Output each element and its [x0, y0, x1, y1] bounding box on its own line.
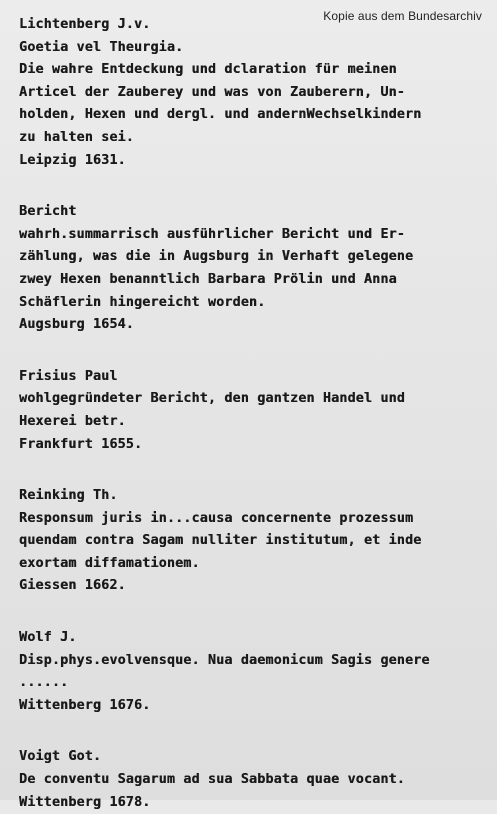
entry-spacer	[19, 598, 489, 627]
entry-text-line: quendam contra Sagam nulliter institutum, et inde	[19, 533, 422, 549]
entry-spacer	[19, 337, 489, 366]
entry-text-line: exortam diffamationem.	[19, 555, 200, 571]
entry-author: Frisius Paul	[19, 368, 118, 384]
bibliography-entry	[19, 627, 489, 717]
entry-text-line: holden, Hexen und dergl. und andernWechselkindern	[19, 107, 422, 123]
entry-text-line: ......	[19, 675, 69, 691]
entry-author: Wolf J.	[19, 630, 77, 646]
entry-text-line: Schäflerin hingereicht worden.	[19, 294, 266, 310]
bibliography-entry	[19, 201, 489, 337]
entry-text-line: Die wahre Entdeckung und dclaration für meinen	[19, 62, 397, 78]
entry-place-year: Leipzig 1631.	[19, 152, 126, 168]
entry-text-line: Disp.phys.evolvensque. Nua daemonicum Sagis genere	[19, 652, 430, 668]
entry-spacer	[19, 717, 489, 746]
entry-text-line: wohlgegründeter Bericht, den gantzen Handel und	[19, 391, 405, 407]
entry-place-year: Frankfurt 1655.	[19, 436, 143, 452]
entry-place-year: Wittenberg 1678.	[19, 794, 151, 810]
entry-text-line: wahrh.summarrisch ausführlicher Bericht und Er-	[19, 226, 405, 242]
entry-spacer	[19, 172, 489, 201]
bibliography-entry	[19, 366, 489, 456]
entry-author: Reinking Th.	[19, 488, 118, 504]
entry-text-line: Articel der Zauberey und was von Zauberern, Un-	[19, 84, 405, 100]
entry-author: Lichtenberg J.v.	[19, 17, 151, 32]
entry-place-year: Giessen 1662.	[19, 578, 126, 594]
entry-place-year: Augsburg 1654.	[19, 317, 134, 333]
entry-text-line: zu halten sei.	[19, 129, 134, 145]
bibliography-entry	[19, 485, 489, 598]
entry-place-year: Wittenberg 1676.	[19, 697, 151, 713]
entry-author: Voigt Got.	[19, 749, 102, 765]
entry-text-line: zählung, was die in Augsburg in Verhaft gelegene	[19, 249, 414, 265]
bibliography-list	[19, 14, 489, 814]
entry-text-line: zwey Hexen benanntlich Barbara Prölin und Anna	[19, 271, 397, 287]
entry-text-line: Responsum juris in...causa concernente prozessum	[19, 510, 414, 526]
entry-text-line: De conventu Sagarum ad sua Sabbata quae vocant.	[19, 772, 405, 788]
entry-author: Bericht	[19, 204, 77, 220]
bibliography-entry	[19, 14, 489, 172]
archive-watermark: Kopie aus dem Bundesarchiv	[323, 9, 482, 23]
bibliography-entry	[19, 746, 489, 814]
entry-text-line: Hexerei betr.	[19, 413, 126, 429]
entry-title: Goetia vel Theurgia.	[19, 39, 184, 55]
entry-spacer	[19, 456, 489, 485]
